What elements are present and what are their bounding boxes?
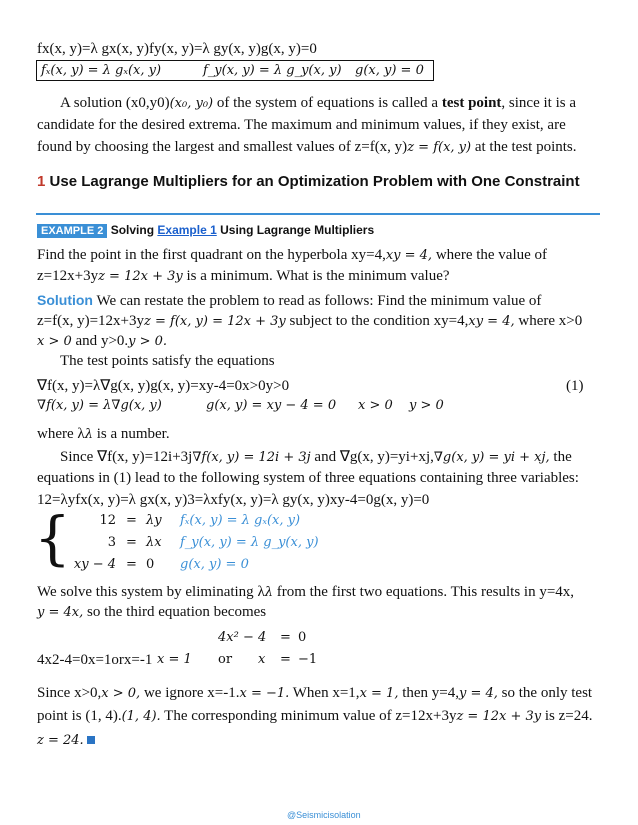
example-header: EXAMPLE 2 Solving Example 1 Using Lagrange Multipliers: [37, 220, 374, 241]
system2-r2-eq: =: [126, 535, 137, 550]
test-point-term: test point: [441, 95, 502, 111]
system1-eq-ypos: y > 0: [409, 398, 444, 413]
quadratic-eq: =: [280, 630, 291, 645]
section-title: Use Lagrange Multipliers for an Optimization Problem with One Constraint: [49, 173, 580, 190]
solution-label: Solution: [37, 292, 93, 308]
test-point-paragraph-line2: candidate for the desired extrema. The maximum and minimum values, if they exist, are: [37, 117, 566, 133]
since-line1: Since ∇f(x, y)=12i+3j∇f(x, y) = 12i + 3j and ∇g(x, y)=yi+xj,∇g(x, y) = yi + xj, the: [60, 449, 572, 465]
solution-line4: The test points satisfy the equations: [60, 353, 275, 369]
or-word: or: [218, 652, 233, 667]
root-positive: x = 1: [157, 652, 192, 667]
system2-r2-right: λx: [146, 535, 162, 550]
system1-eq-constraint: g(x, y) = xy − 4 = 0: [206, 398, 337, 413]
lagrange-eq-g: g(x, y) = 0: [355, 63, 424, 78]
system2-r2-comment: f_y(x, y) = λ g_y(x, y): [180, 535, 319, 550]
lagrange-plain-line: fx(x, y)=λ gx(x, y)fy(x, y)=λ gy(x, y)g(x, y)=0: [37, 41, 317, 57]
system2-plain: 12=λyfx(x, y)=λ gx(x, y)3=λxfy(x, y)=λ gy(x, y)xy-4=0g(x, y)=0: [37, 492, 430, 508]
system2-r1-right: λy: [146, 513, 162, 528]
system1-eq-xpos: x > 0: [358, 398, 393, 413]
lagrange-eq-fx: fₓ(x, y) = λ gₓ(x, y): [41, 63, 162, 78]
final-line1: Since x>0,x > 0, we ignore x=-1.x = −1. When x=1,x = 1, then y=4,y = 4, so the only test: [37, 685, 593, 701]
system2-r3-right: 0: [146, 557, 155, 572]
quadratic-plain: 4x2-4=0x=1orx=-1: [37, 652, 153, 668]
solution-line3: x > 0 and y>0.y > 0.: [37, 333, 168, 349]
system2-r2-left: 3: [107, 535, 116, 550]
elimination-line1: We solve this system by eliminating λλ from the first two equations. This results in y=4x,: [37, 584, 575, 600]
section-heading: [37, 172, 580, 192]
system1-plain: ∇f(x, y)=λ∇g(x, y)g(x, y)=xy-4=0x>0y>0: [37, 378, 290, 394]
equation-number-1: (1): [566, 378, 584, 394]
quadratic-left: 4x² − 4: [218, 630, 267, 645]
final-line3: z = 24.: [37, 730, 95, 751]
test-point-paragraph-line1: A solution (x0,y0)(x₀, y₀) of the system of equations is called a test point, since it is a: [60, 95, 576, 111]
system2-brace: {: [34, 504, 71, 572]
system1-eq-gradient: ∇f(x, y) = λ∇g(x, y): [37, 398, 162, 413]
system2-r1-left: 12: [99, 513, 116, 528]
system2-r3-comment: g(x, y) = 0: [180, 557, 249, 572]
watermark: @Seismicisolation: [287, 810, 361, 820]
system2-r3-eq: =: [126, 557, 137, 572]
root-negative-var: x: [258, 652, 266, 667]
root-negative-value: −1: [298, 652, 318, 667]
lagrange-eq-fy: f_y(x, y) = λ g_y(x, y): [203, 63, 342, 78]
quadratic-right: 0: [298, 630, 307, 645]
solution-line1: Solution We can restate the problem to read as follows: Find the minimum value of: [37, 292, 542, 309]
solution-line2: z=f(x, y)=12x+3yz = f(x, y) = 12x + 3y subject to the condition xy=4,xy = 4, where x>0: [37, 313, 583, 329]
final-line2: point is (1, 4).(1, 4). The corresponding minimum value of z=12x+3yz = 12x + 3y is z=24.: [37, 708, 593, 724]
example-rule: [36, 213, 600, 215]
problem-line1: Find the point in the first quadrant on the hyperbola xy=4,xy = 4, where the value of: [37, 247, 548, 263]
example-1-link[interactable]: Example 1: [157, 223, 217, 237]
where-lambda-line: where λλ is a number.: [37, 426, 170, 442]
test-point-paragraph-line3: found by choosing the largest and smallest values of z=f(x, y)z = f(x, y) at the test points.: [37, 139, 577, 155]
system2-r1-comment: fₓ(x, y) = λ gₓ(x, y): [180, 513, 301, 528]
example-badge: EXAMPLE 2: [37, 224, 107, 238]
system2-r1-eq: =: [126, 513, 137, 528]
elimination-line2: y = 4x, so the third equation becomes: [37, 604, 267, 620]
system2-r3-left: xy − 4: [73, 557, 116, 572]
root-negative-eq: =: [280, 652, 291, 667]
since-line2: equations in (1) lead to the following system of three equations containing three variables:: [37, 470, 579, 486]
section-number: 1: [37, 173, 46, 190]
problem-line2: z=12x+3yz = 12x + 3y is a minimum. What is the minimum value?: [37, 268, 450, 284]
end-of-proof-icon: [87, 736, 95, 744]
lagrange-system-box: [36, 60, 434, 81]
